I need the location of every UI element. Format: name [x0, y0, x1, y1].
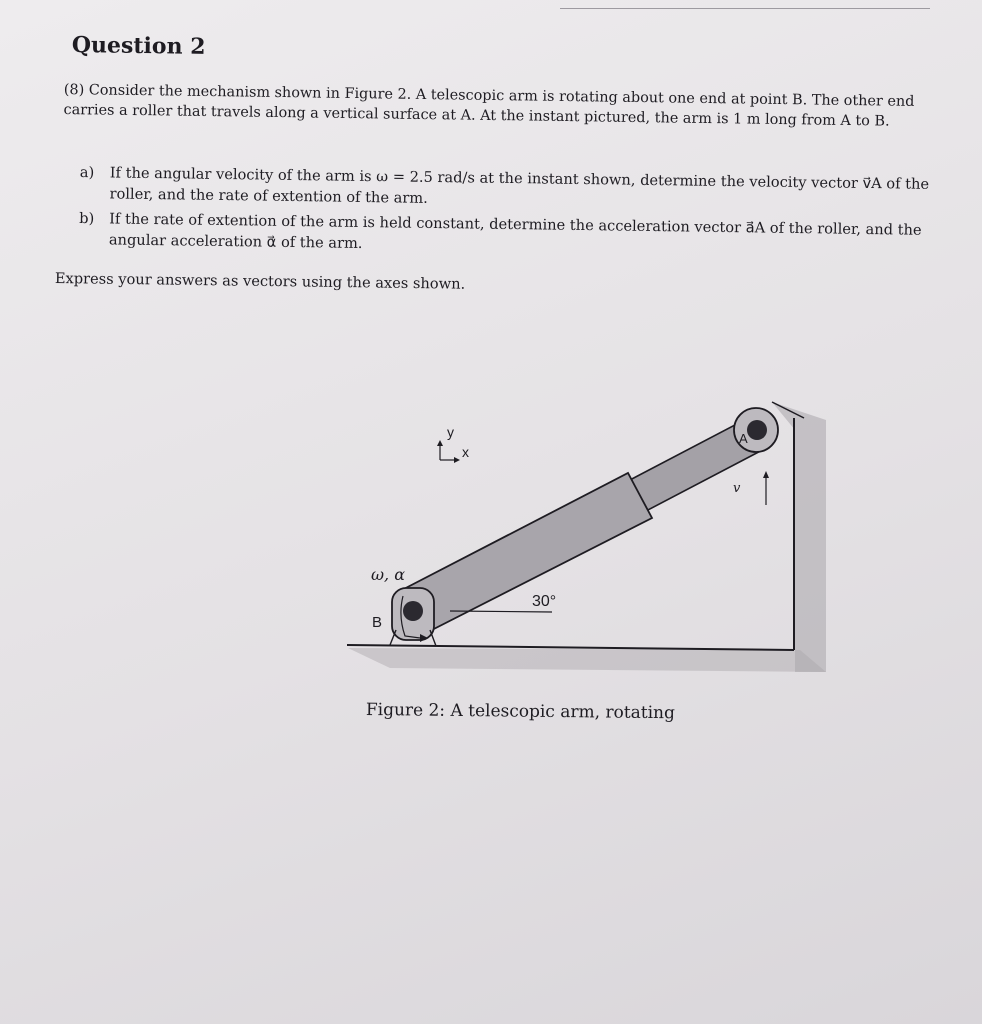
figure-caption: Figure 2: A telescopic arm, rotating: [365, 700, 675, 724]
arm-outer-sleeve: [398, 473, 652, 634]
pin-b-circle: [403, 601, 423, 621]
x-axis-arrow-head: [454, 457, 460, 463]
velocity-label: v: [733, 481, 741, 496]
instruction-text: Express your answers as vectors using the axes shown.: [54, 270, 466, 293]
velocity-arrow-head: [763, 471, 769, 478]
part-a-label: a): [79, 163, 95, 182]
axis-y-label: y: [447, 424, 454, 440]
ground-shadow: [348, 648, 826, 672]
part-a-text: If the angular velocity of the arm is ω = 2.5 rad/s at the instant shown, determine the velocity vector v⃗A of the roller, and the rate of extention of the arm.: [109, 164, 930, 207]
roller-a-wheel: [747, 420, 767, 440]
point-a-label: A: [739, 431, 748, 446]
axis-x-label: x: [462, 444, 469, 460]
omega-alpha-label: ω, α: [371, 565, 406, 584]
question-intro: (8) Consider the mechanism shown in Figure 2. A telescopic arm is rotating about one end at point B. The other end carries a roller that travels along a vertical surface at A. At the instant pictured, the arm is 1 m long from A to B.: [63, 81, 915, 130]
angle-label: 30°: [532, 593, 557, 610]
y-axis-arrow-head: [437, 440, 443, 446]
part-b-text: If the rate of extention of the arm is held constant, determine the acceleration vector a⃗A of the roller, and the angular acceleration α⃗ of the arm.: [108, 210, 922, 252]
wall-shadow: [772, 402, 826, 672]
point-b-label: B: [372, 614, 383, 631]
question-title: Question 2: [71, 32, 206, 60]
part-b-label: b): [79, 209, 95, 228]
